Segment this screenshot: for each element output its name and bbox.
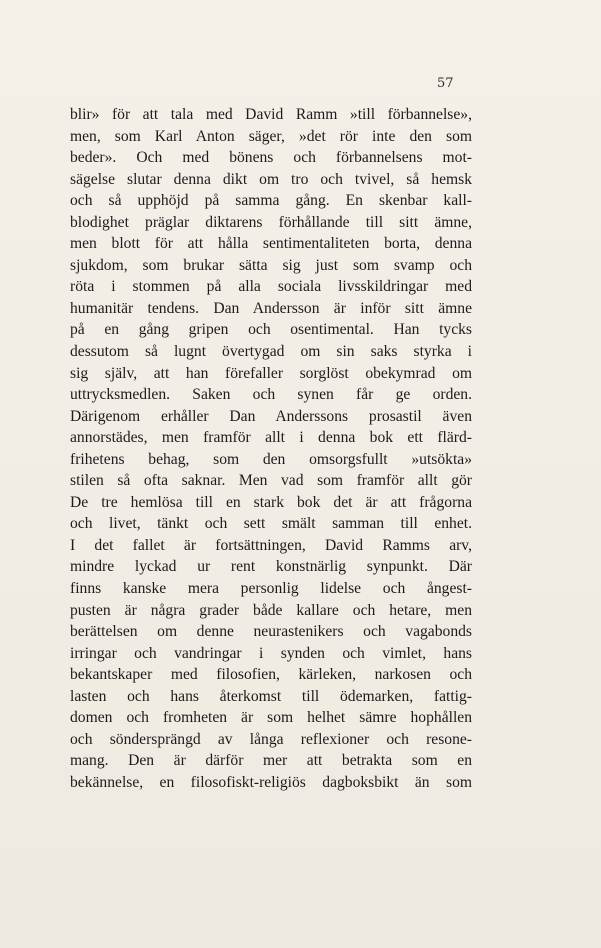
text-line: domen och fromheten är som helhet sämre hophållen <box>70 709 472 727</box>
text-line: lasten och hans återkomst till ödemarken, fattig- <box>70 687 472 705</box>
text-line: berättelsen om denne neurastenikers och vagabonds <box>70 623 472 641</box>
text-line: finns kanske mera personlig lidelse och ångest- <box>70 580 472 598</box>
text-line: bekantskaper med filosofien, kärleken, narkosen och <box>70 666 472 684</box>
text-line: men blott för att hålla sentimentaliteten borta, denna <box>70 235 472 253</box>
text-line: pusten är några grader både kallare och hetare, men <box>70 601 472 619</box>
text-line: frihetens behag, som den omsorgsfullt »utsökta» <box>70 450 472 468</box>
page-number: 57 <box>437 76 454 91</box>
text-line: stilen så ofta saknar. Men vad som framför allt gör <box>70 472 472 490</box>
text-line: humanitär tendens. Dan Andersson är inför sitt ämne <box>70 299 472 317</box>
text-line: dessutom så lugnt övertygad om sin saks styrka i <box>70 343 472 361</box>
text-line: uttrycksmedlen. Saken och synen får ge orden. <box>70 386 472 404</box>
text-line: annorstädes, men framför allt i denna bok ett flärd- <box>70 429 472 447</box>
text-line: och livet, tänkt och sett smält samman till enhet. <box>70 515 472 533</box>
body-text <box>70 104 472 794</box>
text-line: De tre hemlösa till en stark bok det är att frågorna <box>70 493 472 511</box>
text-line: sig själv, att han förefaller sorglöst obekymrad om <box>70 364 472 382</box>
text-line: bekännelse, en filosofiskt-religiös dagboksbikt än som <box>70 773 472 791</box>
text-line: på en gång gripen och osentimental. Han tycks <box>70 321 472 339</box>
text-line: sägelse slutar denna dikt om tro och tvivel, så hemsk <box>70 170 472 188</box>
text-line: irringar och vandringar i synden och vimlet, hans <box>70 644 472 662</box>
text-line: sjukdom, som brukar sätta sig just som svamp och <box>70 256 472 274</box>
text-line: röta i stommen på alla sociala livsskildringar med <box>70 278 472 296</box>
text-line: Därigenom erhåller Dan Anderssons prosastil även <box>70 407 472 425</box>
text-line: mang. Den är därför mer att betrakta som en <box>70 752 472 770</box>
text-line: men, som Karl Anton säger, »det rör inte den som <box>70 127 472 145</box>
text-line: I det fallet är fortsättningen, David Ramms arv, <box>70 536 472 554</box>
text-line: och så upphöjd på samma gång. En skenbar kall- <box>70 192 472 210</box>
text-line: beder». Och med bönens och förbannelsens mot- <box>70 149 472 167</box>
text-line: blir» för att tala med David Ramm »till förbannelse», <box>70 106 472 123</box>
text-line: och söndersprängd av långa reflexioner och resone- <box>70 730 472 748</box>
text-line: blodighet präglar diktarens förhållande till sitt ämne, <box>70 213 472 231</box>
text-line: mindre lyckad ur rent konstnärlig synpunkt. Där <box>70 558 472 576</box>
